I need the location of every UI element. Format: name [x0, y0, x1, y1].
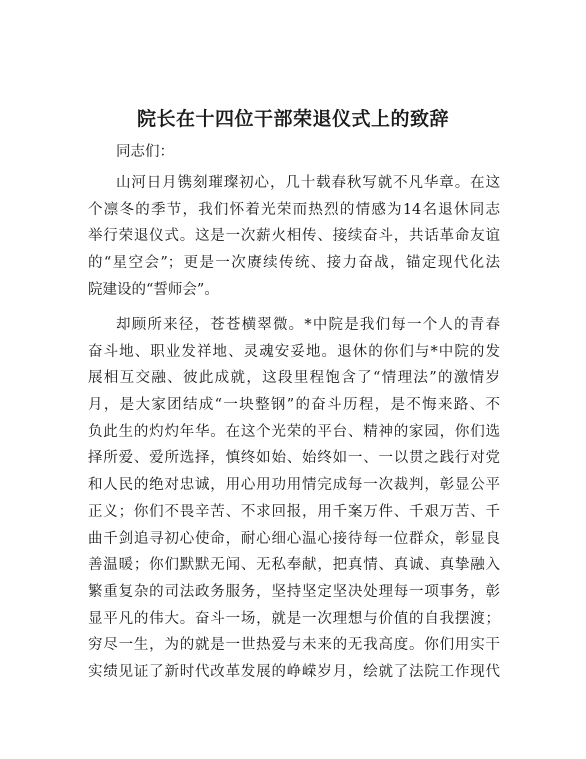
paragraph-line: 显平凡的伟大。奋斗一场，就是一次理想与价值的自我摆渡；	[88, 610, 500, 627]
paragraph-line: 善温暖；你们默默无闻、无私奉献，把真情、真诚、真挚融入	[88, 557, 500, 574]
paragraph-line: 正义；你们不畏辛苦、不求回报，用千案万件、千艰万苦、千	[88, 503, 500, 520]
paragraph-line: 举行荣退仪式。这是一次薪火相传、接续奋斗，共话革命友谊	[88, 228, 500, 245]
paragraph-line: 穷尽一生，为的就是一世热爱与未来的无我高度。你们用实干	[88, 637, 500, 654]
paragraph-line: 负此生的灼灼年华。在这个光荣的平台、精神的家园，你们选	[88, 423, 500, 440]
paragraph-line: 和人民的绝对忠诚，用心用功用情完成每一次裁判，彰显公平	[88, 477, 500, 494]
paragraph-1	[88, 170, 500, 303]
paragraph-line: 展相互交融、彼此成就，这段里程饱含了“情理法”的激情岁	[88, 370, 500, 387]
paragraph-line: 个凛冬的季节，我们怀着光荣而热烈的情感为14名退休同志	[88, 201, 500, 218]
salutation: 同志们：	[116, 144, 174, 160]
paragraph-line: 曲千剑追寻初心使命，耐心细心温心接待每一位群众，彰显良	[88, 530, 500, 547]
paragraph-line: 奋斗地、职业发祥地、灵魂安妥地。退休的你们与*中院的发	[88, 343, 500, 360]
document-title: 院长在十四位干部荣退仪式上的致辞	[136, 108, 449, 130]
paragraph-line: 却顾所来径，苍苍横翠微。*中院是我们每一个人的青春	[116, 317, 500, 333]
paragraph-line: 山河日月镌刻璀璨初心，几十载春秋写就不凡华章。在这	[116, 175, 500, 191]
paragraph-line: 繁重复杂的司法政务服务，坚持坚定坚决处理每一项事务，彰	[88, 583, 500, 600]
paragraph-line: 院建设的“誓师会”。	[88, 281, 219, 298]
paragraph-2	[88, 312, 500, 686]
paragraph-line: 的“星空会”；更是一次赓续传统、接力奋战，锚定现代化法	[88, 255, 500, 272]
paragraph-line: 择所爱、爱所选择，慎终如始、始终如一、一以贯之践行对党	[88, 450, 500, 467]
paragraph-line: 月，是大家团结成“一块整钢”的奋斗历程，是不悔来路、不	[88, 397, 500, 414]
paragraph-line: 实绩见证了新时代改革发展的峥嵘岁月，绘就了法院工作现代	[88, 663, 500, 680]
